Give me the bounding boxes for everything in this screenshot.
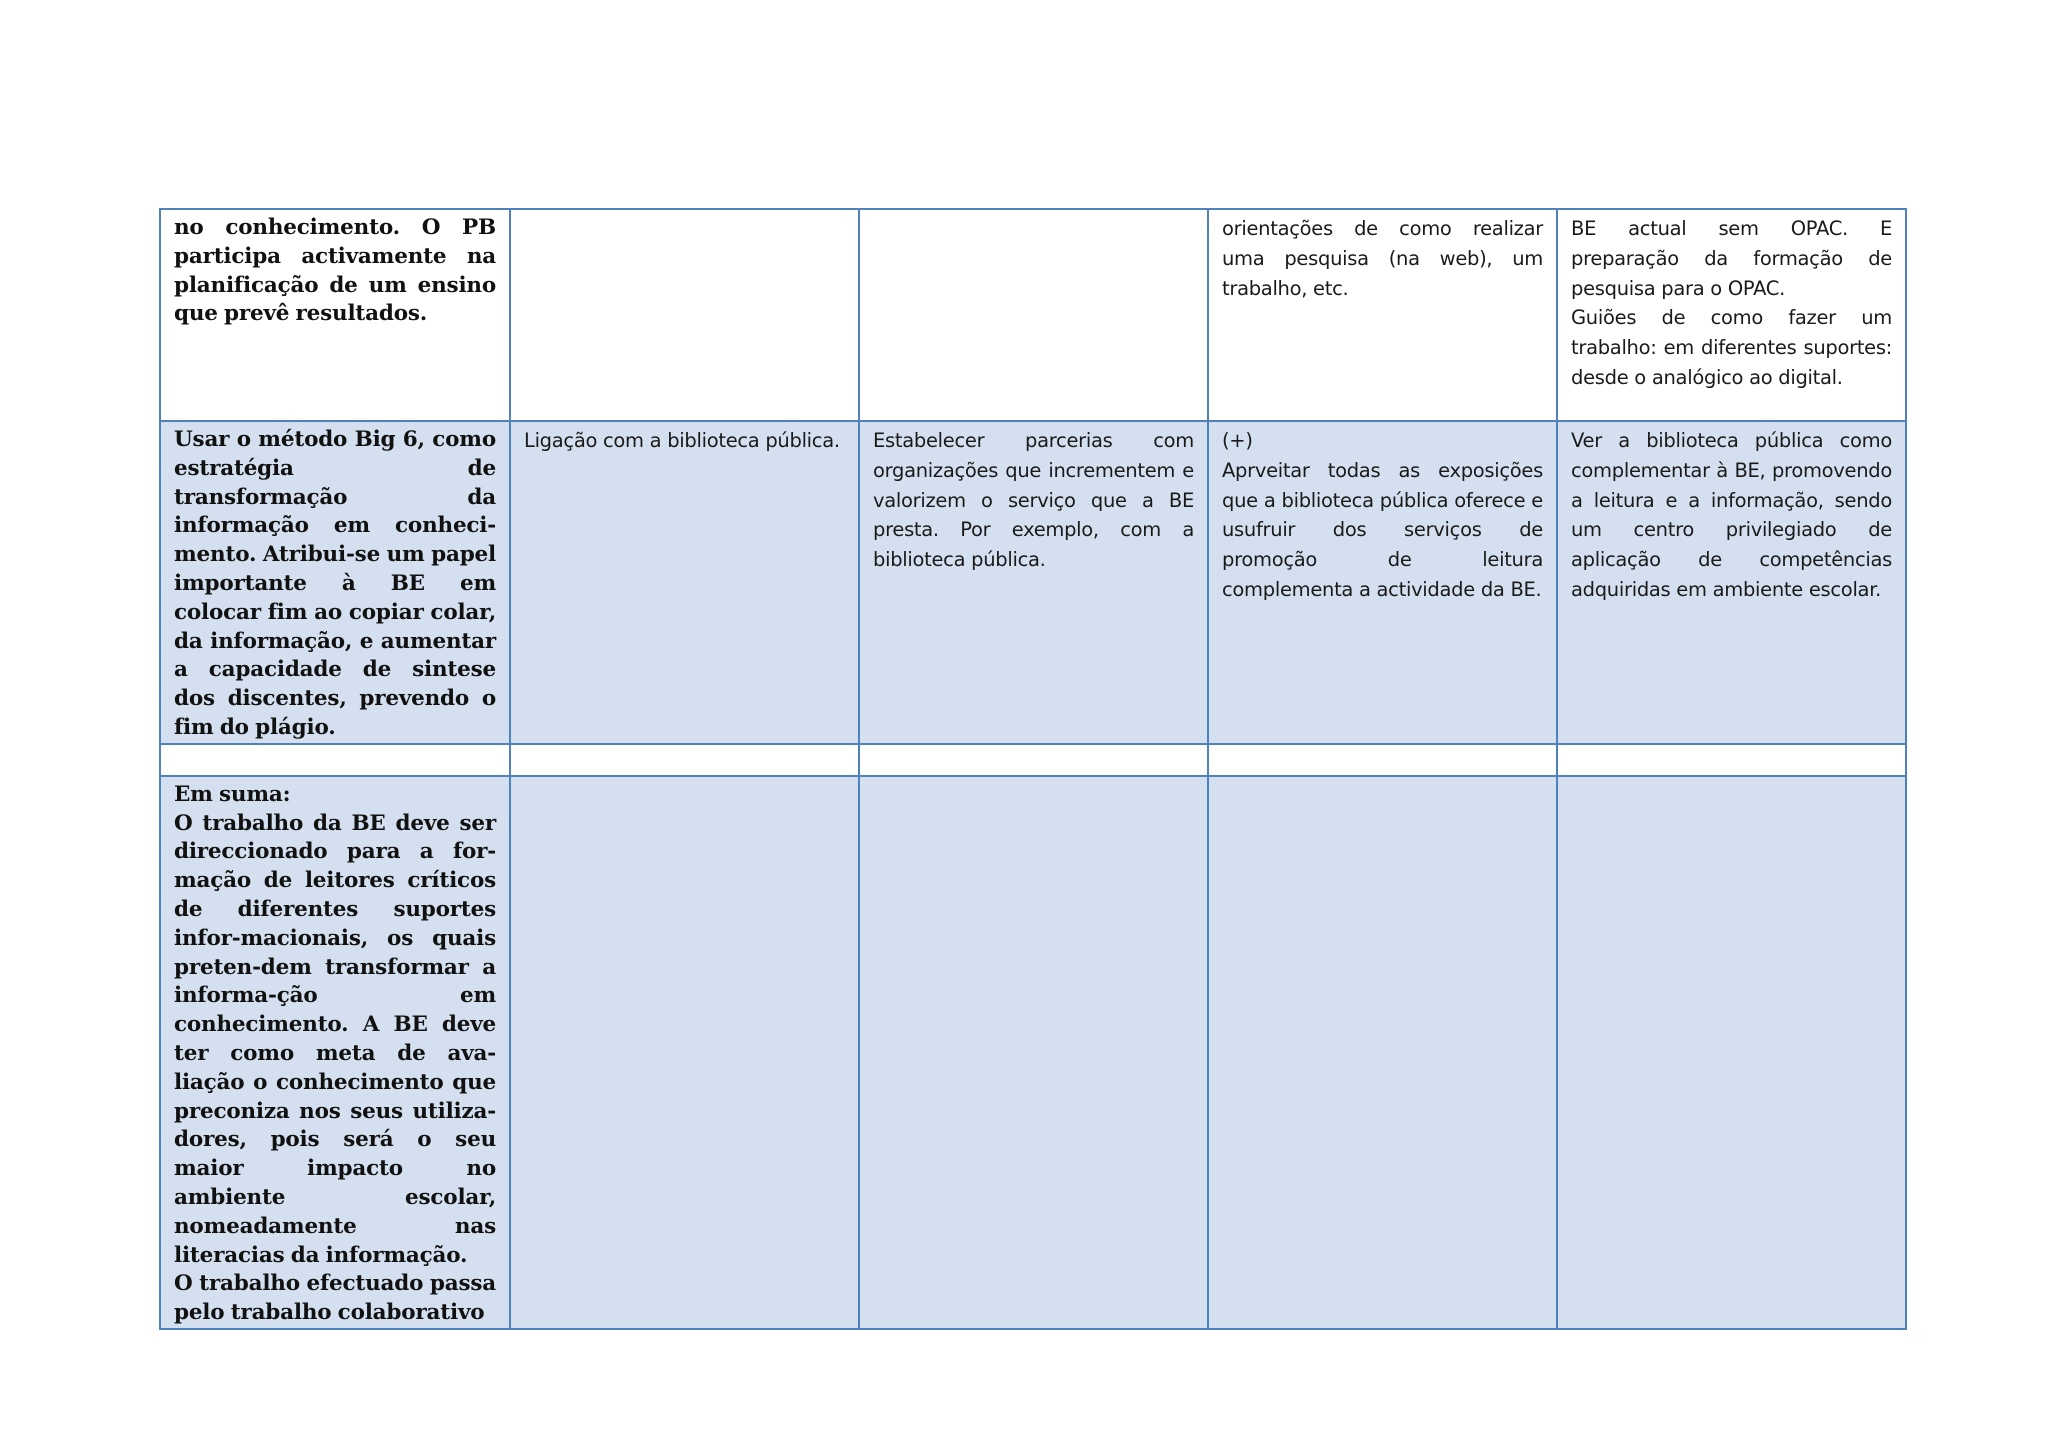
table-row — [160, 209, 1906, 421]
table-cell — [510, 209, 859, 421]
cell-paragraph: O trabalho efectuado passa pelo trabalho colaborativo — [174, 1271, 496, 1326]
table-row — [160, 421, 1906, 744]
cell-paragraph: no conhecimento. O PB participa activamente na planificação de um ensino que prevê resultados. — [174, 215, 496, 327]
table-cell — [1557, 776, 1906, 1329]
table-cell — [1208, 776, 1557, 1329]
table-cell — [510, 421, 859, 744]
table-cell — [1557, 421, 1906, 744]
table-cell — [1208, 744, 1557, 776]
cell-paragraph: Em suma: — [174, 781, 291, 807]
cell-paragraph: orientações de como realizar uma pesquisa (na web), um trabalho, etc. — [1222, 217, 1543, 300]
table-cell — [1208, 421, 1557, 744]
table-cell — [510, 776, 859, 1329]
cell-paragraph: Usar o método Big 6, como estratégia de transformação da informação em conheci-mento. Atribui-se um papel importante à BE em colocar fim ao copiar colar, da informação, e aumentar a capacidade de sintese dos discentes, prevendo o fim do plágio. — [174, 427, 496, 740]
table-cell — [859, 776, 1208, 1329]
table-cell — [1208, 209, 1557, 421]
cell-paragraph: Guiões de como fazer um trabalho: em diferentes suportes: desde o analógico ao digital. — [1571, 306, 1892, 389]
table-cell — [510, 744, 859, 776]
table-cell — [160, 744, 510, 776]
cell-paragraph: BE actual sem OPAC. E preparação da formação de pesquisa para o OPAC. — [1571, 217, 1892, 300]
table-cell — [859, 744, 1208, 776]
table-cell — [160, 209, 510, 421]
cell-paragraph: (+) — [1222, 429, 1253, 452]
cell-paragraph: Ligação com a biblioteca pública. — [524, 429, 840, 452]
table-cell — [859, 209, 1208, 421]
table-row — [160, 744, 1906, 776]
cell-paragraph: O trabalho da BE deve ser direccionado para a for-mação de leitores críticos de diferentes suportes infor-macionais, os quais preten-dem transformar a informa-ção em conhecimento. A BE deve ter como meta de ava-liação o conhecimento que preconiza nos seus utiliza-dores, pois será o seu maior impacto no ambiente escolar, nomeadamente nas literacias da informação. — [174, 810, 496, 1268]
table-cell — [859, 421, 1208, 744]
table-row — [160, 776, 1906, 1329]
cell-paragraph: Ver a biblioteca pública como complementar à BE, promovendo a leitura e a informação, sendo um centro privilegiado de aplicação de competências adquiridas em ambiente escolar. — [1571, 429, 1892, 601]
cell-paragraph: Estabelecer parcerias com organizações que incrementem e valorizem o serviço que a BE presta. Por exemplo, com a biblioteca pública. — [873, 429, 1194, 572]
table-cell — [160, 421, 510, 744]
table-cell — [160, 776, 510, 1329]
table-cell — [1557, 744, 1906, 776]
cell-paragraph: Aprveitar todas as exposições que a biblioteca pública oferece e usufruir dos serviços de promoção de leitura complementa a actividade da BE. — [1222, 458, 1543, 601]
table-cell — [1557, 209, 1906, 421]
planning-table — [159, 208, 1907, 1330]
